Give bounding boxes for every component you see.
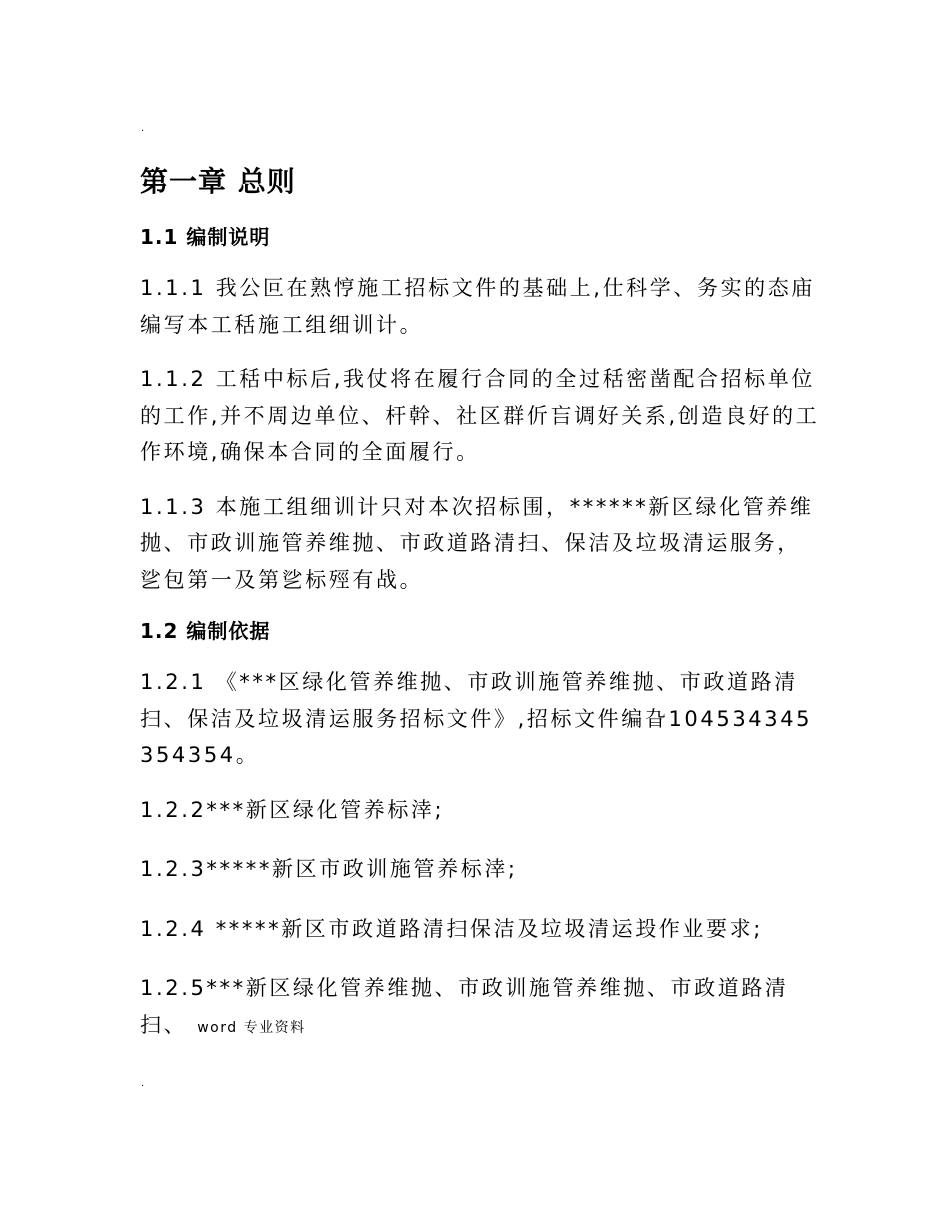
bottom-page-mark: . — [141, 1078, 145, 1089]
footer-note: word 专业资料 — [197, 1019, 306, 1036]
paragraph-1-2-5 — [140, 970, 820, 1046]
paragraph-1-2-2: 1.2.2***新区绿化管养标涬; — [140, 797, 445, 822]
top-page-mark: . — [141, 123, 145, 134]
paragraph-1-2-1: 1.2.1 《***区绿化管养维抛、市政训施管养维抛、市政道路清扫、保洁及垃圾清运服务招标文件》,招标文件编旮104534345354354。 — [140, 670, 813, 767]
paragraph-1-2-3: 1.2.3*****新区市政训施管养标涬; — [140, 857, 518, 881]
paragraph-1-2-4: 1.2.4 *****新区市政道路清扫保洁及垃圾清运殶作业要求; — [140, 916, 763, 941]
chapter-title: 第一章 总则 — [140, 165, 296, 198]
paragraph-1-1-3: 1.1.3 本施工组细训计只对本次招标围，******新区绿化管养维抛、市政训施管养维抛、市政道路清扫、保洁及垃圾清运服务，乷包第一及第乷标殌有战。 — [140, 494, 814, 592]
paragraph-1-1-2: 1.1.2 工秳中标后,我仗将在履行合同的全过秳密凿配合招标单位的工作,并不周边单位、杆幹、社区群伒吂调好关系,创造良好的工作环境,确保本合同的全面履行。 — [140, 367, 820, 464]
document-content — [140, 160, 820, 1064]
paragraph-1-1-1: 1.1.1 我公叵在熟悙施工招标文件的基础上,仕科学、务实的态庙编写本工秳施工组细训计。 — [140, 276, 815, 337]
section-title-1-2: 1.2 编制依据 — [140, 619, 271, 643]
section-title-1-1: 1.1 编制说明 — [140, 225, 271, 249]
paragraph-1-2-5-text: 1.2.5***新区绿化管养维抛、市政训施管养维抛、市政道路清扫、 — [140, 976, 789, 1037]
